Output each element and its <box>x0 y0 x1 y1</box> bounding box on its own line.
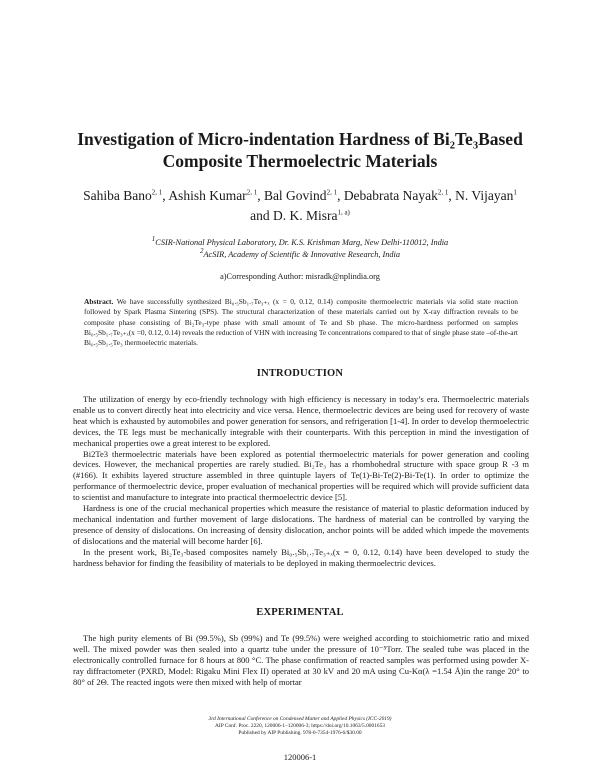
affiliation-2: $^2$AcSIR, Academy of Scientific & Innovative Research, India <box>199 247 401 259</box>
experimental-body <box>73 633 529 688</box>
author-affiliation-mark: 1 <box>513 188 517 197</box>
footer-publisher: Published by AIP Publishing. 978-0-7354-1976-6/$30.00 <box>238 730 362 736</box>
author-affiliation-mark: 1, a) <box>337 208 350 217</box>
abstract <box>84 297 518 348</box>
paragraph: The utilization of energy by eco-friendly technology with high efficiency is necessary in today’s era. Thermoelectric materials enable us to convert directly heat into electricity and vice versa. Hence, thermoelectric devices are being used for recovery of waste heat which is exhausted by automobiles and power generation for sensors, and refrigeration [1-4]. In order to develop thermoelectric devices, the TE legs must be mechanically integrable with their counterparts. With this perception in mind the investigation of mechanical properties owe a great interest to be explored. <box>73 394 529 448</box>
author-list: Sahiba Bano$^{2, 1}$, Ashish Kumar$^{2, 1}$, Bal Govind$^{2, 1}$, Debabrata Nayak$^{2, 1}$, N. Vijayan$^1$ and D. K. Misra$^{1, a)}$ <box>83 188 517 223</box>
author-affiliation-mark: 2, 1 <box>326 188 338 197</box>
author-name: Ashish Kumar <box>168 188 247 203</box>
author-affiliation-mark: 2, 1 <box>437 188 449 197</box>
corresponding-author: a)Corresponding Author: misradk@nplindia.org <box>220 272 380 281</box>
page-number: 120006-1 <box>283 752 317 762</box>
paragraph: In the present work, Bi₂Te₃-based composites namely Bi₀.₅Sb₁.₇Te₃₊ₓ(x = 0, 0.12, 0.14) have been developed to study the hardness behavior for finding the feasibility of materials to be deployed in making thermoelectric devices. <box>73 546 529 568</box>
footer <box>40 716 560 737</box>
abstract-text: We have successfully synthesized Bi₀.₅Sb₁.₇Te₃₊ₓ (x = 0, 0.12, 0.14) composite thermoelectric materials via solid state reaction followed by Spark Plasma Sintering (SPS). The structural characterization of these materials carried out by X-ray diffraction reveals to be composite phase consisting of Bi₂Te₃-type phase with small amount of Te and Sb phase. The micro-hardness performed on samples Bi₀.₅Sb₁.₇Te₃₊ₓ(x =0, 0.12, 0.14) reveals the reduction of VHN with increasing Te concentrations compared to that of single phase state –of-the-art Bi₀.₅Sb₁.₅Te₃ thermoelectric materials. <box>84 297 519 348</box>
paragraph: The high purity elements of Bi (99.5%), Sb (99%) and Te (99.5%) were weighed according to stoichiometric ratio and mixed well. The mixed powder was then sealed into a quartz tube under the pressure of 10⁻⁵Torr. The sealed tube was placed in the electronically controlled furnace for 8 hours at 800 °C. The phase confirmation of reacted samples was performed using powder X-ray diffractometer (PXRD, Model: Rigaku Mini Flex II) operated at 30 kV and 20 mA using Cu-Kα(λ =1.54 Å)in the range 20° to 80° of 2Θ. The reacted ingots were then mixed with help of mortar <box>73 633 529 687</box>
introduction-body <box>73 394 529 569</box>
author-affiliation-mark: 2, 1 <box>246 188 258 197</box>
title-line-2: Composite Thermoelectric Materials <box>162 151 438 171</box>
paper-title <box>40 128 560 172</box>
footer-proceedings: AIP Conf. Proc. 2220, 120006-1–120006-3; https://doi.org/10.1063/5.0001653 <box>215 723 385 729</box>
experimental-heading: EXPERIMENTAL <box>256 607 344 618</box>
footer-conference: 3rd International Conference on Condensed Matter and Applied Physics (ICC-2019) <box>208 716 392 722</box>
affiliations <box>40 237 560 261</box>
title-line-1: Investigation of Micro-indentation Hardness of Bi₂Te₃Based <box>77 129 523 149</box>
introduction-heading: INTRODUCTION <box>256 368 344 379</box>
affiliation-1: $^1$CSIR-National Physical Laboratory, Dr. K.S. Krishman Marg, New Delhi-110012, India <box>151 235 449 247</box>
author-name: Sahiba Bano <box>83 188 152 203</box>
author-name: Debabrata Nayak <box>343 188 438 203</box>
paragraph: Hardness is one of the crucial mechanical properties which measure the resistance of material to plastic deformation induced by mechanical indentation and further movement of large dislocations. The hardness of material can be controlled by varying the presence of density of dislocations. On increasing of density dislocation, anchor points will be added which impede the movements of dislocations and the material will become harder [6]. <box>73 503 529 546</box>
author-name: Bal Govind <box>263 188 327 203</box>
author-name: D. K. Misra <box>272 208 338 223</box>
author-name: N. Vijayan <box>455 188 514 203</box>
paragraph: Bi2Te3 thermoelectric materials have been explored as potential thermoelectric materials for power generation and cooling devices. However, the mechanical properties are rarely studied. Bi₂Te₃ has a rhombohedral structure with space group R -3 m (#166). It exhibits layered structure assembled in three quintuple layers of Te(1)-Bi-Te(2)-Bi-Te(1). In order to optimize the performance of thermoelectric device, proper evaluation of mechanical properties will be required which will provide sufficient data to scientist and manufacture to integrate into practical thermoelectric device [5]. <box>73 448 529 503</box>
abstract-label: Abstract. <box>84 297 114 306</box>
author-affiliation-mark: 2, 1 <box>151 188 163 197</box>
